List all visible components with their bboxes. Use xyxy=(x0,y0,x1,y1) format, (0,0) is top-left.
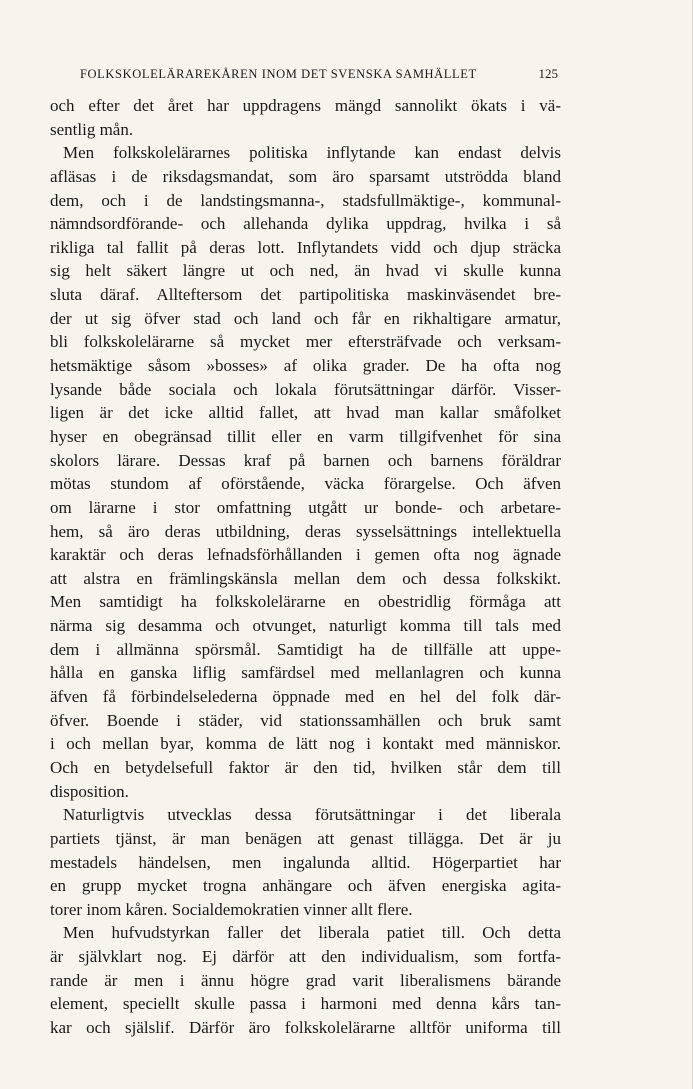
text-line: partiets tjänst, är man benägen att genast tillägga. Det är ju xyxy=(50,828,561,848)
text-line: Men samtidigt ha folkskolelärarne en obestridlig förmåga att xyxy=(50,592,561,612)
text-line: Men folkskolelärarnes politiska inflytande kan endast delvis xyxy=(63,143,561,163)
text-line: öfver. Boende i städer, vid stationssamhällen och bruk samt xyxy=(50,710,561,730)
text-line: hetsmäktige såsom »bosses» af olika grader. De ha ofta nog xyxy=(50,356,561,376)
text-line: är självklart nog. Ej därför att den individualism, som fortfa- xyxy=(50,947,561,967)
text-line: ligen är det icke alltid fallet, att hvad man kallar småfolket xyxy=(50,403,561,423)
text-line: nämndsordförande- och allehanda dylika uppdrag, hvilka i så xyxy=(50,214,561,234)
text-line: och efter det året har uppdragens mängd sannolikt ökats i vä- xyxy=(50,96,561,115)
text-line: sig helt säkert längre ut och ned, än hvad vi skulle kunna xyxy=(50,261,561,281)
body-text xyxy=(50,94,561,1040)
text-line: i och mellan byar, komma de lätt nog i kontakt med människor. xyxy=(50,734,561,754)
text-line: der ut sig öfver stad och land och får en rikhaltigare armatur, xyxy=(50,308,561,328)
text-line: skolors lärare. Dessas kraf på barnen och barnens föräldrar xyxy=(50,450,561,470)
text-line: närma sig desamma och otvunget, naturligt komma till tals med xyxy=(50,616,561,636)
running-head-title: FOLKSKOLELÄRAREKÅREN INOM DET SVENSKA SAMHÄLLET xyxy=(80,67,477,81)
text-line: äfven få förbindelselederna öppnade med en hel del folk där- xyxy=(50,687,561,707)
text-line: afläsas i de riksdagsmandat, som äro sparsamt utströdda bland xyxy=(50,166,561,186)
text-line: rikliga tal fallit på deras lott. Inflytandets vidd och djup sträcka xyxy=(50,237,561,257)
text-line: mestadels händelsen, men ingalunda alltid. Högerpartiet har xyxy=(50,852,561,872)
text-line: sentlig mån. xyxy=(50,119,134,139)
text-line: karaktär och deras lefnadsförhållanden i gemen ofta nog ägnade xyxy=(50,545,561,565)
text-line: dem, och i de landstingsmanna-, stadsfullmäktige-, kommunal- xyxy=(50,190,561,210)
running-head xyxy=(80,64,558,84)
text-line: Och en betydelsefull faktor är den tid, hvilken står dem till xyxy=(50,757,561,777)
text-line: mötas stundom af oförstående, väcka förargelse. Och äfven xyxy=(50,474,561,494)
text-line: att alstra en främlingskänsla mellan dem och dessa folkskikt. xyxy=(50,568,561,588)
text-line: sluta däraf. Allteftersom det partipolitiska maskinväsendet bre- xyxy=(50,285,561,305)
text-line: disposition. xyxy=(50,781,129,801)
text-line: element, speciellt skulle passa i harmoni med denna kårs tan- xyxy=(50,994,561,1014)
page-number: 125 xyxy=(538,66,558,81)
text-line: Men hufvudstyrkan faller det liberala patiet till. Och detta xyxy=(63,923,561,943)
text-line: hyser en obegränsad tillit eller en varm tillgifvenhet för sina xyxy=(50,426,561,446)
text-line: kar och själslif. Därför äro folkskolelärarne alltför uniforma till xyxy=(50,1017,561,1037)
text-line: hem, så äro deras utbildning, deras sysselsättnings intellektuella xyxy=(50,521,561,541)
text-line: Naturligtvis utvecklas dessa förutsättningar i det liberala xyxy=(63,805,561,825)
text-line: hålla en ganska liflig samfärdsel med mellanlagren och kunna xyxy=(50,663,561,683)
text-line: en grupp mycket trogna anhängare och äfven energiska agita- xyxy=(50,876,561,896)
text-line: dem i allmänna spörsmål. Samtidigt ha de tillfälle att uppe- xyxy=(50,639,561,659)
text-line: torer inom kåren. Socialdemokratien vinner allt flere. xyxy=(50,899,413,919)
text-line: lysande både sociala och lokala förutsättningar därför. Visser- xyxy=(50,379,561,399)
text-line: rande är men i ännu högre grad varit liberalismens bärande xyxy=(50,970,561,990)
text-line: om lärarne i stor omfattning utgått ur bonde- och arbetare- xyxy=(50,497,561,517)
text-line: bli folkskolelärarne så mycket mer eftersträfvade och verksam- xyxy=(50,332,561,352)
